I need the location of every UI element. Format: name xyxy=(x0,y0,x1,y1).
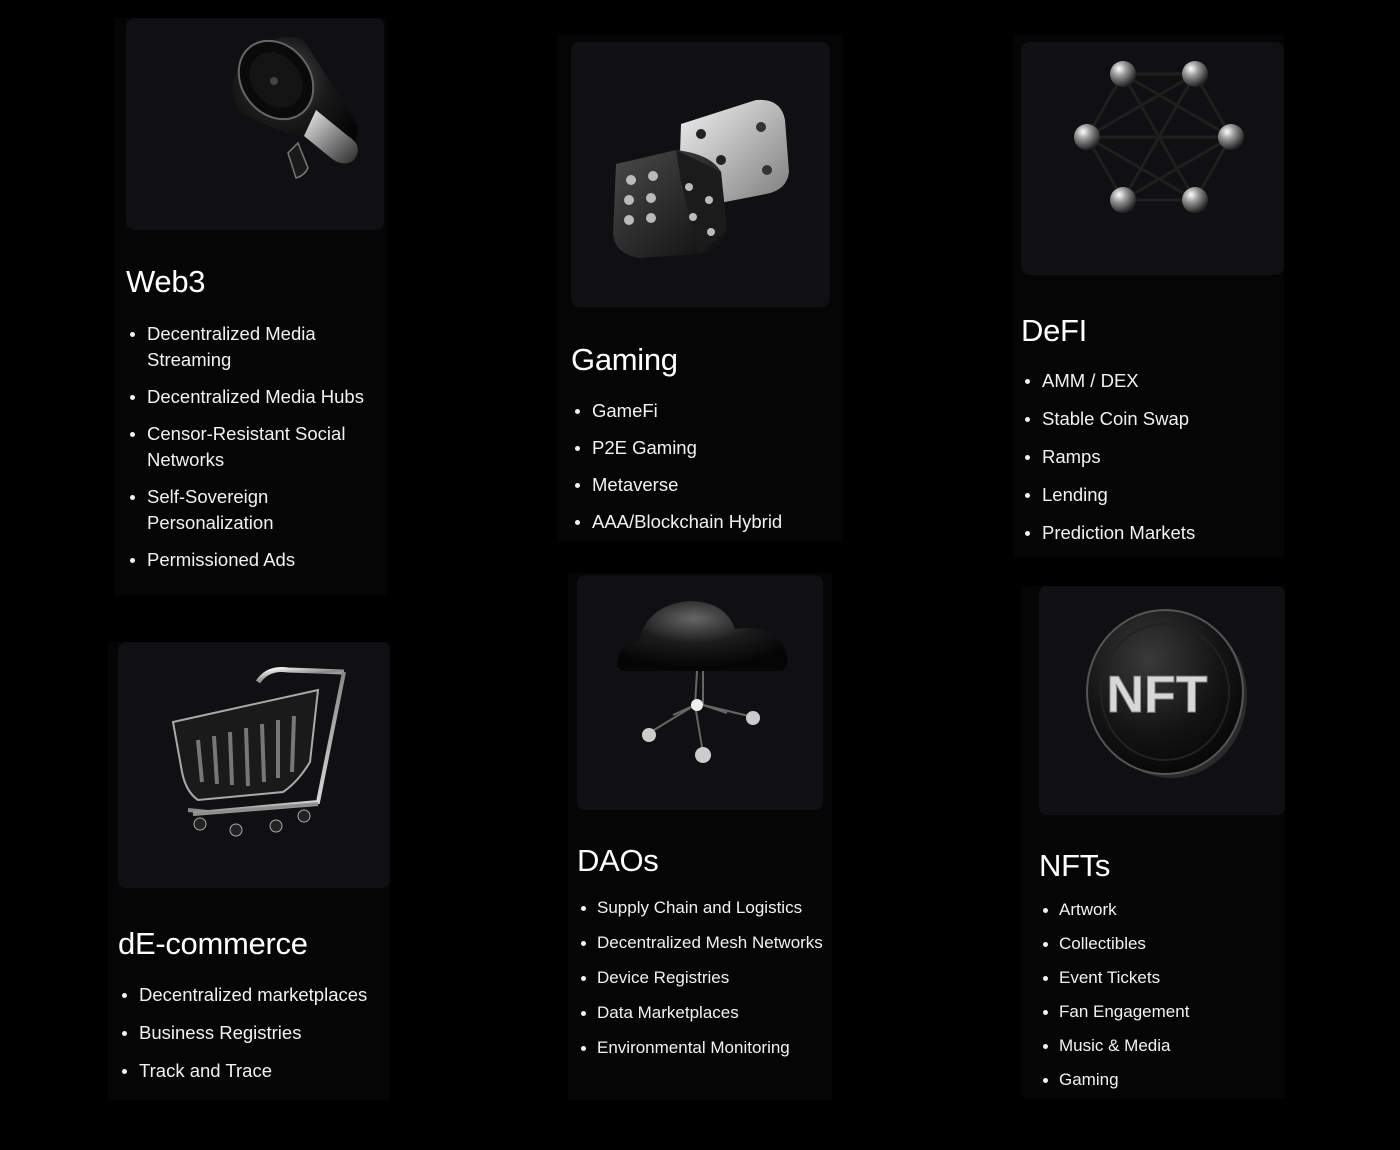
list-item: Artwork xyxy=(1039,898,1284,922)
list-item: Censor-Resistant Social Networks xyxy=(126,421,384,473)
list-item: Lending xyxy=(1021,482,1281,508)
card-title: NFTs xyxy=(1039,848,1111,883)
item-list xyxy=(571,398,836,535)
list-item: Decentralized marketplaces xyxy=(118,982,393,1008)
list-item: Environmental Monitoring xyxy=(577,1036,832,1060)
list-item: Fan Engagement xyxy=(1039,1000,1284,1024)
item-list xyxy=(577,896,832,1060)
card-title: dE-commerce xyxy=(118,926,308,961)
card-defi xyxy=(1014,34,1284,558)
item-list xyxy=(1021,368,1281,546)
list-item: Permissioned Ads xyxy=(126,547,384,573)
item-list xyxy=(126,321,384,573)
card-title: DAOs xyxy=(577,843,659,878)
list-item: Collectibles xyxy=(1039,932,1284,956)
item-list xyxy=(118,982,393,1084)
list-item: Device Registries xyxy=(577,966,832,990)
list-item: Metaverse xyxy=(571,472,836,498)
megaphone-icon xyxy=(126,18,384,230)
list-item: Ramps xyxy=(1021,444,1281,470)
item-list xyxy=(1039,898,1284,1092)
list-item: P2E Gaming xyxy=(571,435,836,461)
list-item: Prediction Markets xyxy=(1021,520,1281,546)
card-nfts xyxy=(1022,586,1285,1098)
card-title: Gaming xyxy=(571,342,678,377)
card-daos xyxy=(568,573,832,1100)
card-gaming xyxy=(558,34,842,542)
shopping-cart-icon xyxy=(118,642,390,888)
nft-coin-label: NFT xyxy=(1106,666,1208,724)
list-item: AAA/Blockchain Hybrid xyxy=(571,509,836,535)
network-nodes-icon xyxy=(1021,42,1284,275)
list-item: Music & Media xyxy=(1039,1034,1284,1058)
list-item: Stable Coin Swap xyxy=(1021,406,1281,432)
cloud-nodes-icon xyxy=(577,575,823,810)
list-item: Supply Chain and Logistics xyxy=(577,896,832,920)
nft-coin-icon xyxy=(1039,586,1285,815)
list-item: Event Tickets xyxy=(1039,966,1284,990)
dice-icon xyxy=(571,42,830,307)
list-item: Data Marketplaces xyxy=(577,1001,832,1025)
list-item: Track and Trace xyxy=(118,1058,393,1084)
card-ecommerce xyxy=(108,642,390,1100)
card-web3 xyxy=(114,18,386,595)
list-item: Decentralized Media Hubs xyxy=(126,384,384,410)
list-item: AMM / DEX xyxy=(1021,368,1281,394)
list-item: GameFi xyxy=(571,398,836,424)
list-item: Business Registries xyxy=(118,1020,393,1046)
card-title: DeFI xyxy=(1021,313,1087,348)
list-item: Gaming xyxy=(1039,1068,1284,1092)
list-item: Decentralized Media Streaming xyxy=(126,321,384,373)
list-item: Decentralized Mesh Networks xyxy=(577,931,832,955)
card-title: Web3 xyxy=(126,264,206,299)
list-item: Self-Sovereign Personalization xyxy=(126,484,384,536)
